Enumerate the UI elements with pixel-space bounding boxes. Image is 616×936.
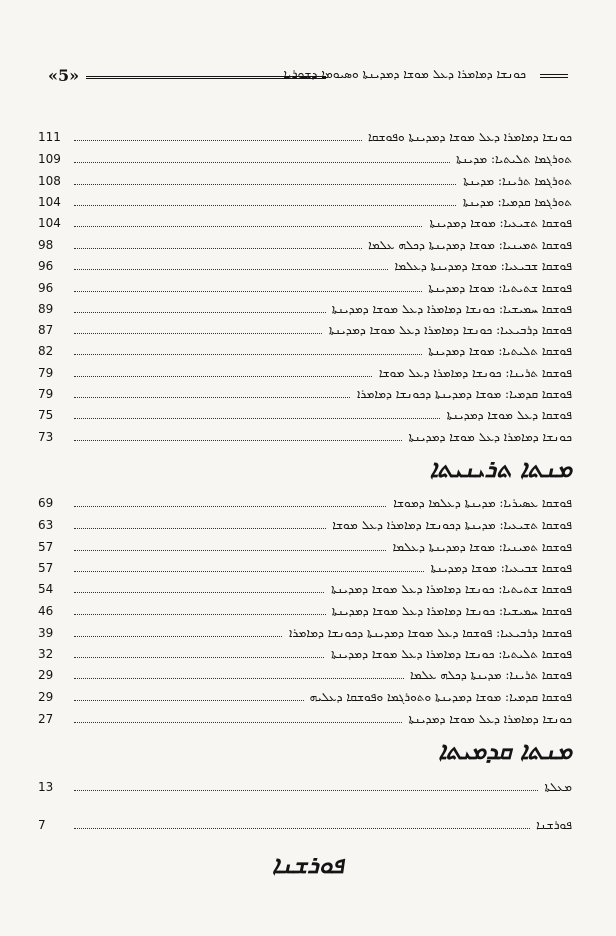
toc-title: ܟܘܢܫܐ ܕܡܐܡܪܐ ܕܥܠ ܡܘܫܐ ܕܡܕܝܢܬܐ (403, 428, 572, 446)
toc-row[interactable] (38, 624, 572, 642)
toc-row[interactable] (38, 428, 572, 446)
toc-page-number: 79 (38, 387, 54, 401)
toc-page-number: 57 (38, 561, 54, 575)
toc-row[interactable] (38, 688, 572, 706)
header-end-rule (540, 74, 568, 80)
toc-page-number: 104 (38, 216, 61, 230)
toc-row[interactable] (38, 710, 572, 728)
toc-title: ܦܘܫܩܐ ܫܬܝܬܝܐ: ܟܘܢܫܐ ܕܡܐܡܪܐ ܕܥܠ ܡܘܫܐ ܕܡܕܝܢܬܐ (325, 580, 572, 598)
toc-title: ܦܘܫܩܐ ܕܥܠ ܡܘܫܐ ܕܡܕܝܢܬܐ (441, 406, 572, 424)
toc-row[interactable] (38, 172, 572, 190)
toc-page-number: 96 (38, 259, 54, 273)
toc-row[interactable] (38, 645, 572, 663)
toc-page-number: 98 (38, 238, 54, 252)
toc-page-number: 75 (38, 408, 54, 422)
toc-title: ܦܘܫܩܐ ܚܡܝܫܝܐ: ܟܘܢܫܐ ܕܡܐܡܪܐ ܕܥܠ ܡܘܫܐ ܕܡܕܝܢܬܐ (326, 602, 572, 620)
toc-row[interactable] (38, 214, 572, 232)
toc-row[interactable] (38, 602, 572, 620)
toc-title: ܦܘܫܩܐ ܥܣܝܪܝܐ: ܡܕܝܢܬܐ ܕܥܠܡܐ ܕܡܘܫܐ (387, 494, 572, 512)
toc-title: ܬܘܪܓܡܐ ܬܪܝܢܐ: ܡܕܝܢܬܐ (457, 172, 572, 190)
toc-page-number: 13 (38, 780, 54, 794)
toc-page-number: 109 (38, 152, 61, 166)
toc-title: ܦܘܫܩܐ ܫܬܝܬܝܐ: ܡܘܫܐ ܕܡܕܝܢܬܐ (422, 279, 572, 297)
toc-title: ܬܘܪܓܡܐ ܩܕܡܝܐ: ܡܕܝܢܬܐ (457, 193, 572, 211)
section-heading-one: ܡܢܬܐ ܩܕܡܝܬܐ (438, 736, 572, 765)
toc-row[interactable] (38, 257, 572, 275)
page-number: «5» (48, 66, 80, 85)
toc-title: ܦܘܫܩܐ ܬܫܝܥܝܐ: ܡܘܫܐ ܕܡܕܝܢܬܐ (423, 214, 572, 232)
toc-page-number: 63 (38, 518, 54, 532)
toc-title: ܦܘܪܫܢܐ (530, 816, 572, 834)
toc-row[interactable] (38, 279, 572, 297)
toc-row[interactable] (38, 406, 572, 424)
toc-row[interactable] (38, 150, 572, 168)
header-title: ܟܘܢܫܐ ܕܡܐܡܪܐ ܕܥܠ ܡܘܫܐ ܕܡܕܝܢܬܐ ܘܣܝܘܡܐ ܕܫܘܪܝܐ (283, 67, 526, 81)
toc-page-number: 89 (38, 302, 54, 316)
toc-title: ܦܘܫܩܐ ܬܠܝܬܝܐ: ܡܘܫܐ ܕܡܕܝܢܬܐ (422, 342, 572, 360)
toc-title: ܦܘܫܩܐ ܬܪܝܢܐ: ܟܘܢܫܐ ܕܡܐܡܪܐ ܕܥܠ ܡܘܫܐ (373, 364, 572, 382)
toc-row[interactable] (38, 516, 572, 534)
toc-page-number: 29 (38, 668, 54, 682)
toc-row[interactable] (38, 321, 572, 339)
toc-title: ܦܘܫܩܐ ܩܕܡܝܐ: ܡܘܫܐ ܕܡܕܝܢܬܐ ܘܬܘܪܓܡܐ ܘܦܘܫܩܐ ܕܥܠܝܗ (304, 688, 572, 706)
toc-title: ܦܘܫܩܐ ܕܪܒܝܥܝܐ: ܟܘܢܫܐ ܕܡܐܡܪܐ ܕܥܠ ܡܘܫܐ ܕܡܕܝܢܬܐ (323, 321, 572, 339)
toc-title: ܡܥܠܬܐ (539, 778, 572, 796)
toc-row[interactable] (38, 580, 572, 598)
toc-page-number: 87 (38, 323, 54, 337)
toc-title: ܦܘܫܩܐ ܬܡܝܢܝܐ: ܡܘܫܐ ܕܡܕܝܢܬܐ ܕܟܠܗ ܥܠܡܐ (362, 236, 572, 254)
toc-title: ܬܘܪܓܡܐ ܬܠܝܬܝܐ: ܡܕܝܢܬܐ (450, 150, 572, 168)
toc-page-number: 111 (38, 130, 61, 144)
toc-page-number: 104 (38, 195, 61, 209)
toc-title: ܦܘܫܩܐ ܩܕܡܝܐ: ܡܘܫܐ ܕܡܕܝܢܬܐ ܕܟܘܢܫܐ ܕܡܐܡܪܐ (351, 385, 572, 403)
toc-title: ܦܘܫܩܐ ܬܪܝܢܐ: ܡܕܝܢܬܐ ܕܟܠܗ ܥܠܡܐ (404, 666, 572, 684)
toc-row[interactable] (38, 816, 572, 834)
toc-row[interactable] (38, 364, 572, 382)
toc-page-number: 108 (38, 174, 61, 188)
toc-title: ܦܘܫܩܐ ܫܒܝܥܝܐ: ܡܘܫܐ ܕܡܕܝܢܬܐ (425, 559, 572, 577)
toc-page-number: 57 (38, 540, 54, 554)
toc-page-number: 32 (38, 647, 54, 661)
toc-title: ܟܘܢܫܐ ܕܡܐܡܪܐ ܕܥܠ ܡܘܫܐ ܕܡܕܝܢܬܐ ܘܦܘܫܩܐ (362, 128, 572, 146)
toc-title: ܦܘܫܩܐ ܬܡܝܢܝܐ: ܡܘܫܐ ܕܡܕܝܢܬܐ ܕܥܠܡܐ (387, 538, 572, 556)
toc-title: ܦܘܫܩܐ ܬܠܝܬܝܐ: ܟܘܢܫܐ ܕܡܐܡܪܐ ܕܥܠ ܡܘܫܐ ܕܡܕܝܢܬܐ (325, 645, 572, 663)
toc-page-number: 69 (38, 496, 54, 510)
toc-page-number: 39 (38, 626, 54, 640)
toc-page-number: 82 (38, 344, 54, 358)
toc-row[interactable] (38, 300, 572, 318)
toc-page-number: 79 (38, 366, 54, 380)
toc-row[interactable] (38, 236, 572, 254)
toc-page-number: 54 (38, 582, 54, 596)
toc-page-number: 27 (38, 712, 54, 726)
toc-row[interactable] (38, 342, 572, 360)
toc-row[interactable] (38, 559, 572, 577)
toc-page-number: 96 (38, 281, 54, 295)
toc-title: ܦܘܫܩܐ ܚܡܝܫܝܐ: ܟܘܢܫܐ ܕܡܐܡܪܐ ܕܥܠ ܡܘܫܐ ܕܡܕܝܢܬܐ (326, 300, 572, 318)
toc-page-number: 29 (38, 690, 54, 704)
toc-row[interactable] (38, 193, 572, 211)
toc-row[interactable] (38, 778, 572, 796)
section-heading-contents: ܦܘܪܫܢܐ (272, 850, 344, 879)
toc-title: ܦܘܫܩܐ ܬܫܝܥܝܐ: ܡܕܝܢܬܐ ܕܟܘܢܫܐ ܕܡܐܡܪܐ ܕܥܠ ܡܘܫܐ (326, 516, 572, 534)
toc-title: ܦܘܫܩܐ ܕܪܒܝܥܝܐ: ܦܘܫܩܐ ܕܥܠ ܡܘܫܐ ܕܡܕܝܢܬܐ ܕܟܘܢܫܐ ܕܡܐܡܪܐ (283, 624, 572, 642)
toc-leader (74, 790, 572, 791)
toc-page-number: 7 (38, 818, 46, 832)
running-header (48, 66, 568, 90)
toc-row[interactable] (38, 385, 572, 403)
toc-page-number: 73 (38, 430, 54, 444)
section-heading-two: ܡܢܬܐ ܬܪܝܢܝܬܐ (429, 454, 572, 483)
toc-leader (74, 828, 572, 829)
toc-title: ܟܘܢܫܐ ܕܡܐܡܪܐ ܕܥܠ ܡܘܫܐ ܕܡܕܝܢܬܐ (403, 710, 572, 728)
toc-row[interactable] (38, 538, 572, 556)
toc-row[interactable] (38, 128, 572, 146)
toc-title: ܦܘܫܩܐ ܫܒܝܥܝܐ: ܡܘܫܐ ܕܡܕܝܢܬܐ ܕܥܠܡܐ (389, 257, 572, 275)
toc-row[interactable] (38, 666, 572, 684)
toc-row[interactable] (38, 494, 572, 512)
toc-page-number: 46 (38, 604, 54, 618)
